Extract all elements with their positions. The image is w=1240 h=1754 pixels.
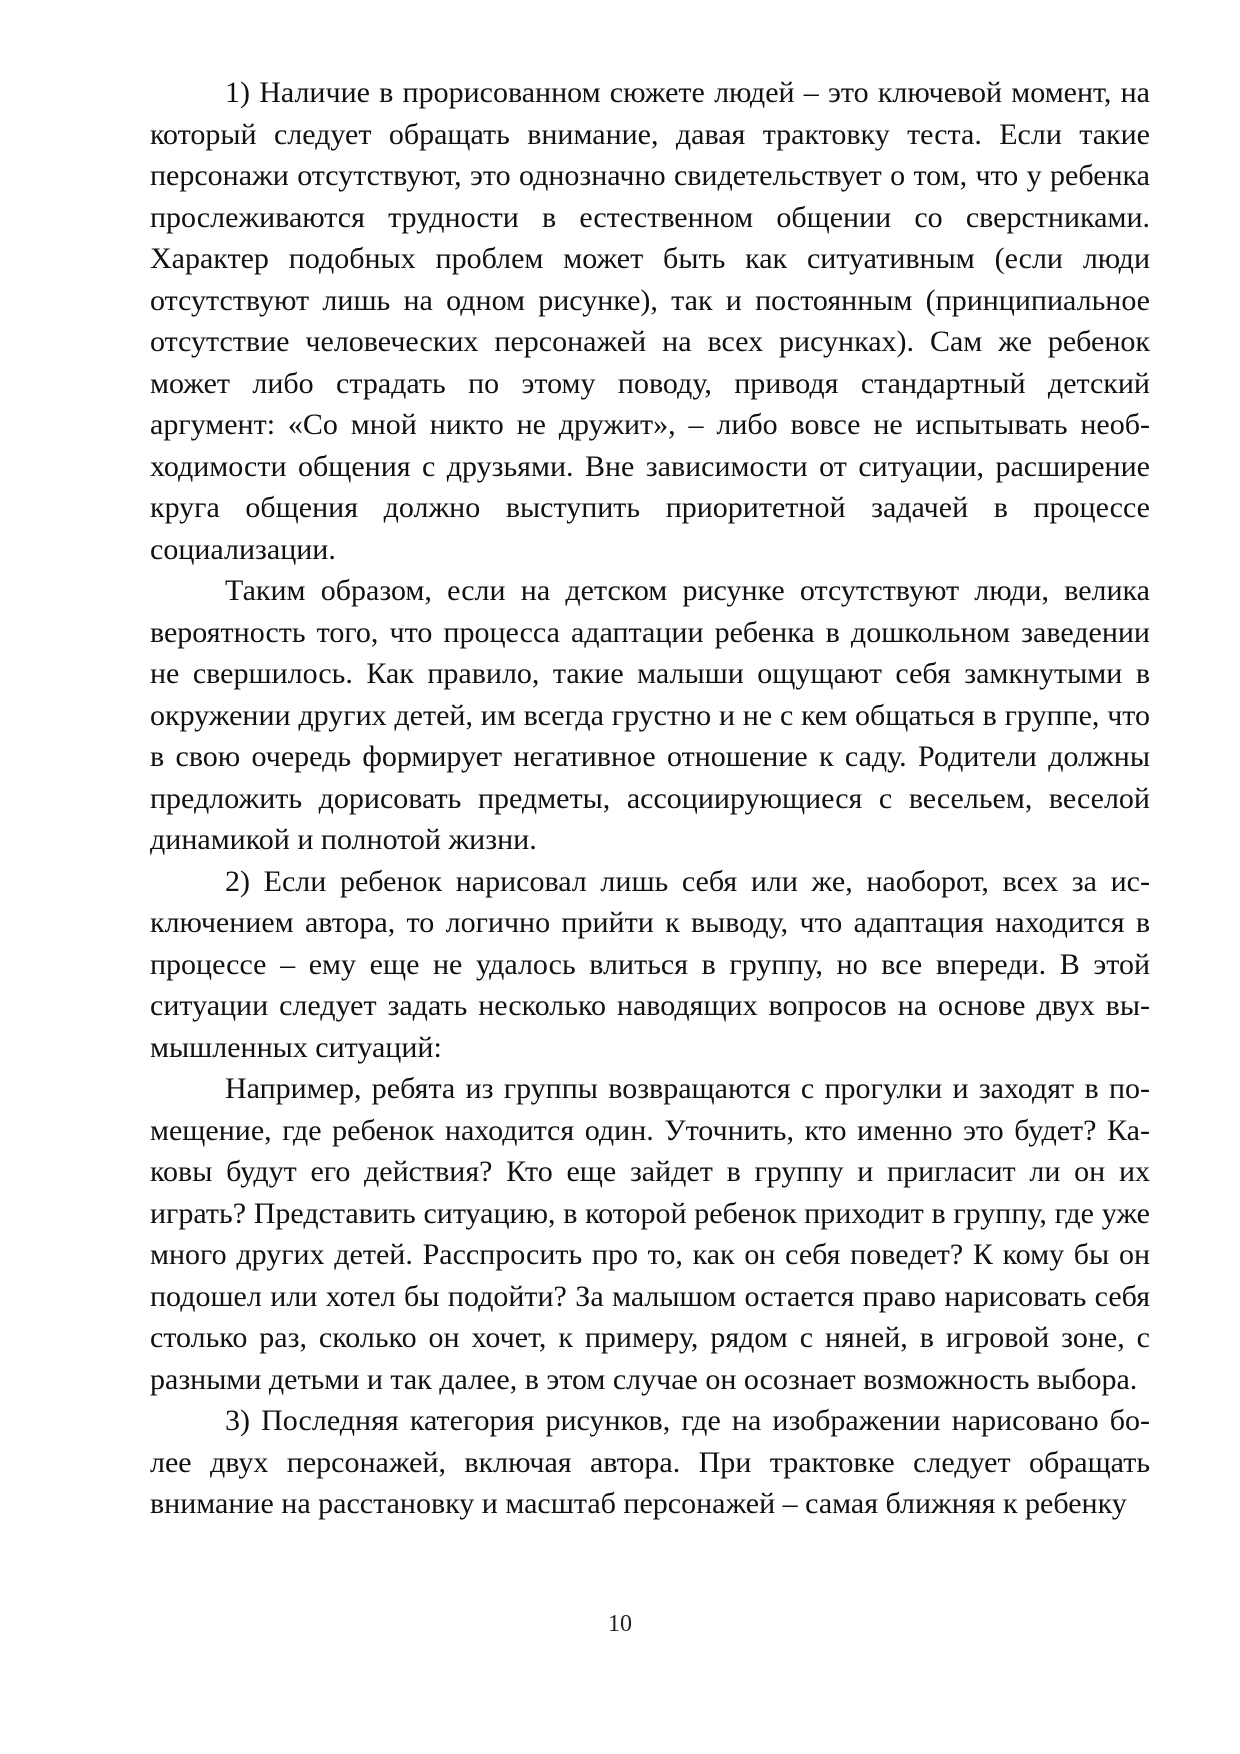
paragraph-self-only: 2) Если ребенок нарисовал лишь себя или же, наоборот, всех за исключением автора, то логично прийти к выводу, что адаптация находится в процессе – ему еще не удалось влиться в группу, но все впереди. В этой ситуации следует задать несколько наводящих вопросов на основе двух вымышленных ситуаций: bbox=[150, 864, 1150, 1064]
paragraph-many-characters: 3) Последняя категория рисунков, где на изображении нарисовано более двух персонажей, включая автора. При трактовке следует обращать внимание на расстановку и масштаб персонажей – самая ближняя к ребенку bbox=[150, 1404, 1150, 1520]
paragraph-people-presence: 1) Наличие в прорисованном сюжете людей – это ключевой момент, на который следует обращать внимание, давая трактовку теста. Если такие персонажи отсутствуют, это однозначно свидетельствует о том, что у ребенка прослеживаются трудности в естественном общении со сверстниками. Характер подобных проблем может быть как ситуативным (если люди отсутствуют лишь на одном рисунке), так и постоянным (принципиальное отсутствие человеческих персонажей на всех рисунках). Сам же ребенок может либо страдать по этому поводу, приводя стандартный детский аргумент: «Со мной никто не дружит», – либо вовсе не испытывать необходимости общения с друзьями. Вне зависимости от ситуации, расширение круга общения должно выступить приоритетной задачей в процессе социализации. bbox=[150, 76, 1150, 566]
page-body bbox=[150, 72, 1150, 1525]
paragraph-adaptation-absent: Таким образом, если на детском рисунке отсутствуют люди, велика вероятность того, что процесса адаптации ребенка в дошкольном заведении не свершилось. Как правило, такие малыши ощущают себя замкнутыми в окружении других детей, им всегда грустно и не с кем общаться в группе, что в свою очередь формирует негативное отношение к саду. Родители должны предложить дорисовать предметы, ассоциирующиеся с весельем, веселой динамикой и полнотой жизни. bbox=[150, 574, 1150, 856]
page-number: 10 bbox=[608, 1611, 632, 1637]
paragraph-example-questions: Например, ребята из группы возвращаются с прогулки и заходят в помещение, где ребенок находится один. Уточнить, кто именно это будет? Каковы будут его действия? Кто еще зайдет в группу и пригласит ли он их играть? Представить ситуацию, в которой ребенок приходит в группу, где уже много других детей. Расспросить про то, как он себя поведет? К кому бы он подошел или хотел бы подойти? За малышом остается право нарисовать себя столько раз, сколько он хочет, к примеру, рядом с няней, в игровой зоне, с разными детьми и так далее, в этом случае он осознает возможность выбора. bbox=[150, 1072, 1150, 1396]
